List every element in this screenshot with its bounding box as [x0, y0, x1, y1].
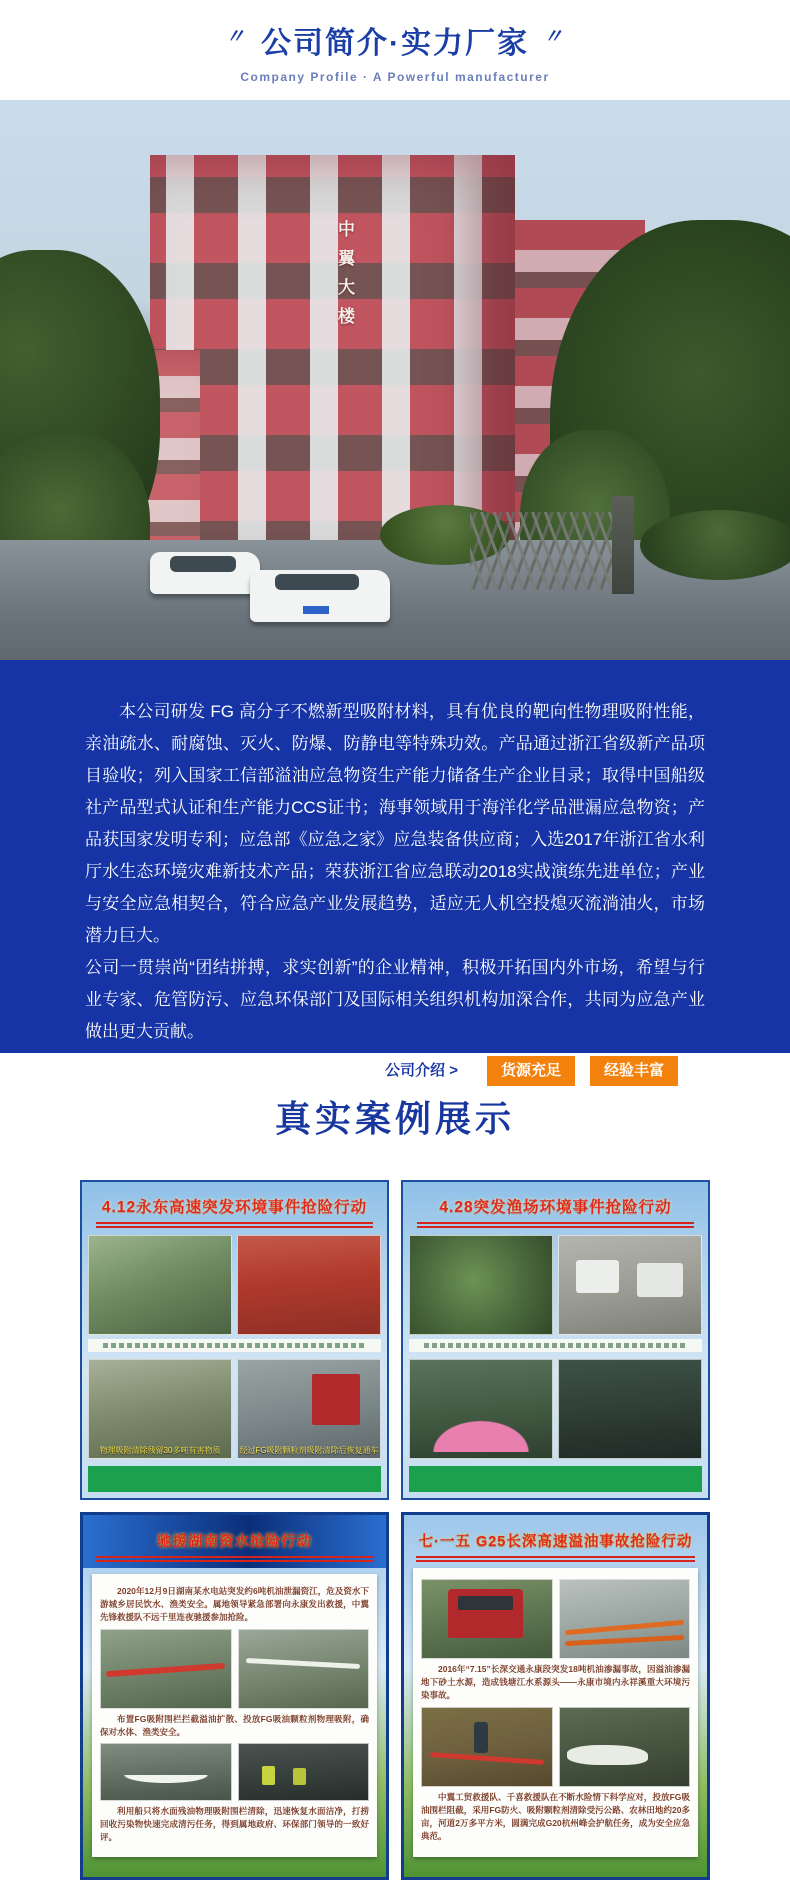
- truck-windshield: [458, 1596, 512, 1610]
- red-boom-shape: [106, 1663, 225, 1678]
- van-shape: [637, 1263, 682, 1296]
- worker-figure: [474, 1722, 488, 1753]
- photo-red-tanker-truck: [421, 1579, 553, 1659]
- page-title: [0, 18, 790, 62]
- photo-night-crew: [238, 1743, 370, 1801]
- poster-1-photos: [88, 1235, 381, 1335]
- caption-blur-text: [103, 1343, 365, 1348]
- intro-paragraph-2: 公司一贯崇尚“团结拼搏，求实创新”的企业精神，积极开拓国内外市场，希望与行业专家、危管防污、应急环保部门及国际相关组织机构加深合作，共同为应急产业做出更大贡献。: [85, 958, 705, 1041]
- photo-rock-white-boom: [559, 1707, 691, 1787]
- divider: [417, 1226, 694, 1228]
- photo-sandbag-channel: [88, 1359, 232, 1459]
- section-header: [0, 0, 790, 100]
- cases-heading: 真实案例展示: [274, 1098, 515, 1139]
- experience-badge-button[interactable]: 经验丰富: [590, 1056, 678, 1086]
- orange-boom-shape: [565, 1620, 684, 1636]
- red-truck-shape: [312, 1374, 360, 1425]
- photo-river-red-boom: [100, 1629, 232, 1709]
- white-boom-shape: [246, 1658, 360, 1669]
- case-poster-4[interactable]: [401, 1512, 710, 1880]
- case-poster-1[interactable]: [80, 1180, 389, 1500]
- divider: [95, 1556, 374, 1558]
- poster-2-footer-bar: [409, 1466, 702, 1492]
- photo-pink-boom-pond: [409, 1359, 553, 1459]
- poster-2-photos: [409, 1235, 702, 1335]
- photo-stream-worker: [421, 1707, 553, 1787]
- car-window: [170, 556, 236, 572]
- photo-caption-bar: [88, 1339, 381, 1352]
- poster-4-photos: [421, 1579, 690, 1659]
- orange-boom-shape: [565, 1635, 684, 1646]
- poster-3-panel: [92, 1574, 377, 1857]
- photo-caption-bar: [409, 1339, 702, 1352]
- crew-figure: [262, 1766, 275, 1785]
- poster-3-paragraph-2: 布置FG吸附围栏拦截溢油扩散、投放FG吸油颗粒剂物理吸附，确保对水体、渔类安全。: [100, 1713, 369, 1737]
- poster-4-paragraph-2: 中翼工贸救援队、千喜救援队在不断水险情下科学应对，投放FG吸油围栏阻截，采用FG防火、吸附颗粒剂清除受污公路、农林田地约20多亩，河道2万多平方米，圆满完成G20杭州峰会护航任务，成为安全应急典范。: [421, 1791, 690, 1842]
- poster-1-photos-2: [88, 1359, 381, 1459]
- intro-paragraph-1: 本公司研发 FG 高分子不燃新型吸附材料，具有优良的靶向性物理吸附性能，亲油疏水、耐腐蚀、灭火、防爆、防静电等特殊功效。产品通过浙江省级新产品项目验收；列入国家工信部溢油应急物资生产能力储备生产企业目录；取得中国船级社产品型式认证和生产能力CCS证书；海事领域用于海洋化学品泄漏应急物资；产品获国家发明专利；应急部《应急之家》应急装备供应商；入选2017年浙江省水利厅水生态环境灾难新技术产品；荣获浙江省应急联动2018实战演练先进单位；产业与安全应急相契合，符合应急产业发展趋势，适应无人机空投熄灭流淌油火，市场潜力巨大。: [85, 702, 705, 945]
- poster-4-panel: [413, 1568, 698, 1857]
- case-poster-2[interactable]: [401, 1180, 710, 1500]
- poster-3-paragraph-3: 利用船只将水面残油物理吸附围栏清除，迅速恢复水面洁净，打捞回收污染物快速完成清污任务，得到属地政府、环保部门领导的一致好评。: [100, 1805, 369, 1843]
- van-shape: [576, 1260, 619, 1293]
- photo-aerial-pond: [409, 1235, 553, 1335]
- photo-truck-highway: [237, 1359, 381, 1459]
- divider: [95, 1560, 374, 1562]
- crew-figure: [293, 1768, 306, 1785]
- company-intro-section: [0, 660, 790, 1079]
- photo-rescue-vans: [558, 1235, 702, 1335]
- white-boom-curve: [114, 1775, 218, 1785]
- parked-car: [250, 570, 390, 622]
- divider: [96, 1222, 373, 1224]
- quote-right-icon: 〃: [543, 25, 565, 48]
- photo-red-spill-pool: [237, 1235, 381, 1335]
- divider: [416, 1556, 695, 1558]
- factory-photo: [0, 100, 790, 660]
- white-bag-shape: [567, 1745, 647, 1765]
- caption-blur-text: [424, 1343, 686, 1348]
- car-window: [275, 574, 359, 590]
- page-title-text: 公司简介·实力厂家: [261, 27, 529, 60]
- poster-3-title: 驰援湖南资水抢险行动: [157, 1534, 312, 1550]
- photo-river-white-boom: [238, 1629, 370, 1709]
- photo-lake-cleanup: [100, 1743, 232, 1801]
- retractable-gate: [470, 512, 615, 590]
- poster-4-title: 七·一五 G25长深高速溢油事故抢险行动: [418, 1534, 693, 1550]
- page-subtitle: Company Profile · A Powerful manufacturer: [240, 70, 550, 84]
- case-posters-grid: [80, 1180, 710, 1880]
- case-poster-3[interactable]: [80, 1512, 389, 1880]
- supply-badge-button[interactable]: 货源充足: [487, 1056, 575, 1086]
- photo-caption: 经过FG吸附颗粒剂吸附清除后恢复通车: [239, 1446, 379, 1455]
- poster-1-footer-bar: [88, 1466, 381, 1492]
- divider: [96, 1226, 373, 1228]
- poster-4-photos-2: [421, 1707, 690, 1787]
- poster-2-title: 4.28突发渔场环境事件抢险行动: [439, 1199, 672, 1216]
- divider: [417, 1222, 694, 1224]
- poster-3-photos-2: [100, 1743, 369, 1801]
- bush: [640, 510, 790, 580]
- poster-3-banner: [83, 1515, 386, 1568]
- red-boom-shape: [430, 1752, 544, 1765]
- quote-left-icon: 〃: [225, 25, 247, 48]
- poster-4-paragraph-1: 2016年“7.15”长深交通永康段突发18吨机油渗漏事故，因溢油渗漏地下砂土水源，造成钱塘江水系源头——永康市境内永祥溪重大环境污染事故。: [421, 1664, 690, 1701]
- poster-4-banner: [404, 1515, 707, 1562]
- poster-3-photos: [100, 1629, 369, 1709]
- pink-boom-shape: [421, 1413, 540, 1452]
- photo-dark-pond: [558, 1359, 702, 1459]
- company-intro-button[interactable]: 公司介绍 >: [371, 1056, 472, 1086]
- photo-caption: 物理吸附清除残留30多吨有害物质: [99, 1446, 221, 1455]
- gate-post: [612, 496, 634, 594]
- poster-1-title: 4.12永东高速突发环境事件抢险行动: [101, 1199, 368, 1216]
- poster-2-photos-2: [409, 1359, 702, 1459]
- license-plate: [303, 606, 329, 614]
- photo-crane-scene: [88, 1235, 232, 1335]
- building-sign: 中翼大楼: [335, 220, 354, 336]
- photo-road-orange-boom: [559, 1579, 691, 1659]
- parked-car: [150, 552, 260, 594]
- poster-3-paragraph-1: 2020年12月9日湖南某水电站突发约6吨机油泄漏资江，危及资水下游城乡居民饮水、渔类安全。属地领导紧急部署向永康发出救援，中翼先锋救援队不远千里连夜驰援参加抢险。: [100, 1586, 369, 1623]
- divider: [416, 1560, 695, 1562]
